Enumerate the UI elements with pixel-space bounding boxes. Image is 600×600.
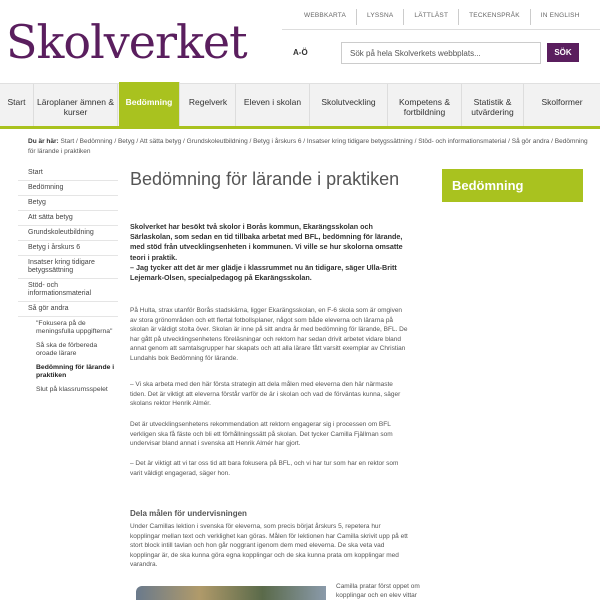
nav-regelverk[interactable]: Regelverk — [181, 84, 236, 126]
search-button[interactable]: SÖK — [547, 43, 579, 62]
sidebar-item-sa-gor-andra[interactable]: Så gör andra — [18, 302, 118, 317]
nav-underline — [0, 126, 600, 129]
section-box-bedomning[interactable]: Bedömning — [442, 169, 583, 202]
nav-bedomning[interactable]: Bedömning — [119, 82, 180, 128]
article-paragraph-2: – Vi ska arbeta med den här första strategin att dela målen med eleverna den här närmaste tiden. Det är viktigt att eleverna förstår varför de är i skolan och vad de förväntas kunna, säger skolans rektor Henrik Almér. — [130, 381, 401, 408]
sidebar-item-stod[interactable]: Stöd- och informationsmaterial — [18, 279, 118, 302]
sidebar-subitem-forbereda[interactable]: Så ska de förbereda oroade lärare — [36, 342, 98, 357]
article-paragraph-1: På Hulta, strax utanför Borås stadskärna, ligger Ekarängsskolan, en F-6 skola som är omgiven av stora grönområden och ett flertal fotbollsplaner, något som både eleverna och lärarna på skolan är väldigt stolta över. Skolan är inne på sitt andra år med bedömning för lärande, BFL. De har gått på utvecklingsenhetens föreläsningar och rektorn har sedan drivit arbetet vidare bland annat genom att samtalsgrupper har skapats och att alla lärare fått varsitt exemplar av Christian Lundahls bok Bedömning för lärande. — [130, 307, 408, 362]
sidebar-item-betyg[interactable]: Betyg — [18, 196, 118, 211]
sidebar-item-start[interactable]: Start — [18, 166, 118, 181]
top-link-webbkarta[interactable]: WEBBKARTA — [304, 12, 347, 19]
sidebar-subitem-current[interactable]: Bedömning för lärande i praktiken — [36, 364, 115, 379]
a-o-link[interactable]: A-Ö — [293, 48, 308, 57]
sidebar-item-betyg-arskurs-6[interactable]: Betyg i årskurs 6 — [18, 241, 118, 256]
article-paragraph-5: Under Camillas lektion i svenska för eleverna, som precis börjat årskurs 5, repetera hur kopplingar mellan text och verklighet kan göras. Målen för lektionen har Camilla skrivit upp på ett stort block intill tavlan och hon går noggrant igenom dem med eleverna. De ska veta vad kopplingar är, de ska kunna göra egna kopplingar och de ska kunna prata om kopplingar med varandra. — [130, 523, 408, 569]
page-title: Bedömning för lärande i praktiken — [130, 169, 400, 189]
sidebar-item-insatser[interactable]: Insatser kring tidigare betygssättning — [18, 256, 118, 279]
sidebar-item-att-satta-betyg[interactable]: Att sätta betyg — [18, 211, 118, 226]
top-divider — [282, 29, 600, 30]
top-link-lyssna[interactable]: LYSSNA — [356, 9, 403, 25]
top-link-teckensprak[interactable]: TECKENSPRÅK — [458, 9, 530, 25]
photo-caption: Camilla pratar först oppet om kopplingar och en elev vittar — [336, 583, 420, 599]
article-paragraph-3: Det är utvecklingsenhetens rekommendation att rektorn engagerar sig i processen om BFL verkligen ska få fäste och bli ett förhållningssätt på skolan. Det tycker Camilla Fjällman som undervisar bland annat i svenska att Henrik Almér har gjort. — [130, 421, 393, 448]
sidebar-subitem-fokusera[interactable]: "Fokusera på de meningsfulla uppgifterna" — [36, 320, 113, 335]
sidebar-item-bedomning[interactable]: Bedömning — [18, 181, 118, 196]
main-nav — [0, 83, 600, 127]
nav-eleven[interactable]: Eleven i skolan — [236, 84, 310, 126]
sidebar-subitem-klassrumsspelet[interactable]: Slut på klassrumsspelet — [36, 386, 108, 393]
nav-laroplaner[interactable]: Läroplaner ämnen & kurser — [34, 84, 118, 126]
sidebar — [18, 166, 118, 397]
search-input[interactable]: Sök på hela Skolverkets webbplats... — [341, 42, 541, 64]
top-link-in-english[interactable]: IN ENGLISH — [530, 9, 590, 25]
nav-kompetens[interactable]: Kompetens & fortbildning — [388, 84, 462, 126]
top-link-lattlast[interactable]: LÄTTLÄST — [403, 9, 458, 25]
nav-skolutveckling[interactable]: Skolutveckling — [310, 84, 388, 126]
section-heading: Dela målen för undervisningen — [130, 509, 247, 518]
breadcrumb-path[interactable]: Start / Bedömning / Betyg / Att sätta betyg / Grundskoleutbildning / Betyg i årskurs 6 / Insatser kring tidigare betygssättning / Stöd- och informationsmaterial / Så gör andra / Bedömning för lärande i praktiken — [28, 138, 588, 155]
site-logo[interactable]: Skolverket — [6, 15, 247, 69]
nav-statistik[interactable]: Statistik & utvärdering — [462, 84, 524, 126]
breadcrumb — [28, 137, 588, 157]
sidebar-item-grundskoleutbildning[interactable]: Grundskoleutbildning — [18, 226, 118, 241]
article-photo — [136, 586, 326, 600]
nav-skolformer[interactable]: Skolformer — [541, 97, 583, 107]
top-links — [282, 9, 600, 25]
article-paragraph-4: – Det är viktigt att vi tar oss tid att bara fokusera på BFL, och vi har tur som har en rektor som varit väldigt engagerad, säger hon. — [130, 460, 399, 477]
nav-start[interactable]: Start — [0, 84, 34, 126]
article-lead: Skolverket har besökt två skolor i Borås kommun, Ekarängsskolan och Särlaskolan, som sedan en tid tillbaka arbetat med BFL, bedömning för lärande, med stöd från utvecklingsenheten i kommunen. Vi ville se hur skolorna omsatte teori i praktik. – Jag tycker att det är mer glädje i klassrummet nu än tidigare, säger Ulla-Britt Lejemark-Olsen, specialpedagog på Ekarängsskolan. — [130, 222, 403, 283]
breadcrumb-prefix: Du är här: — [28, 138, 59, 145]
